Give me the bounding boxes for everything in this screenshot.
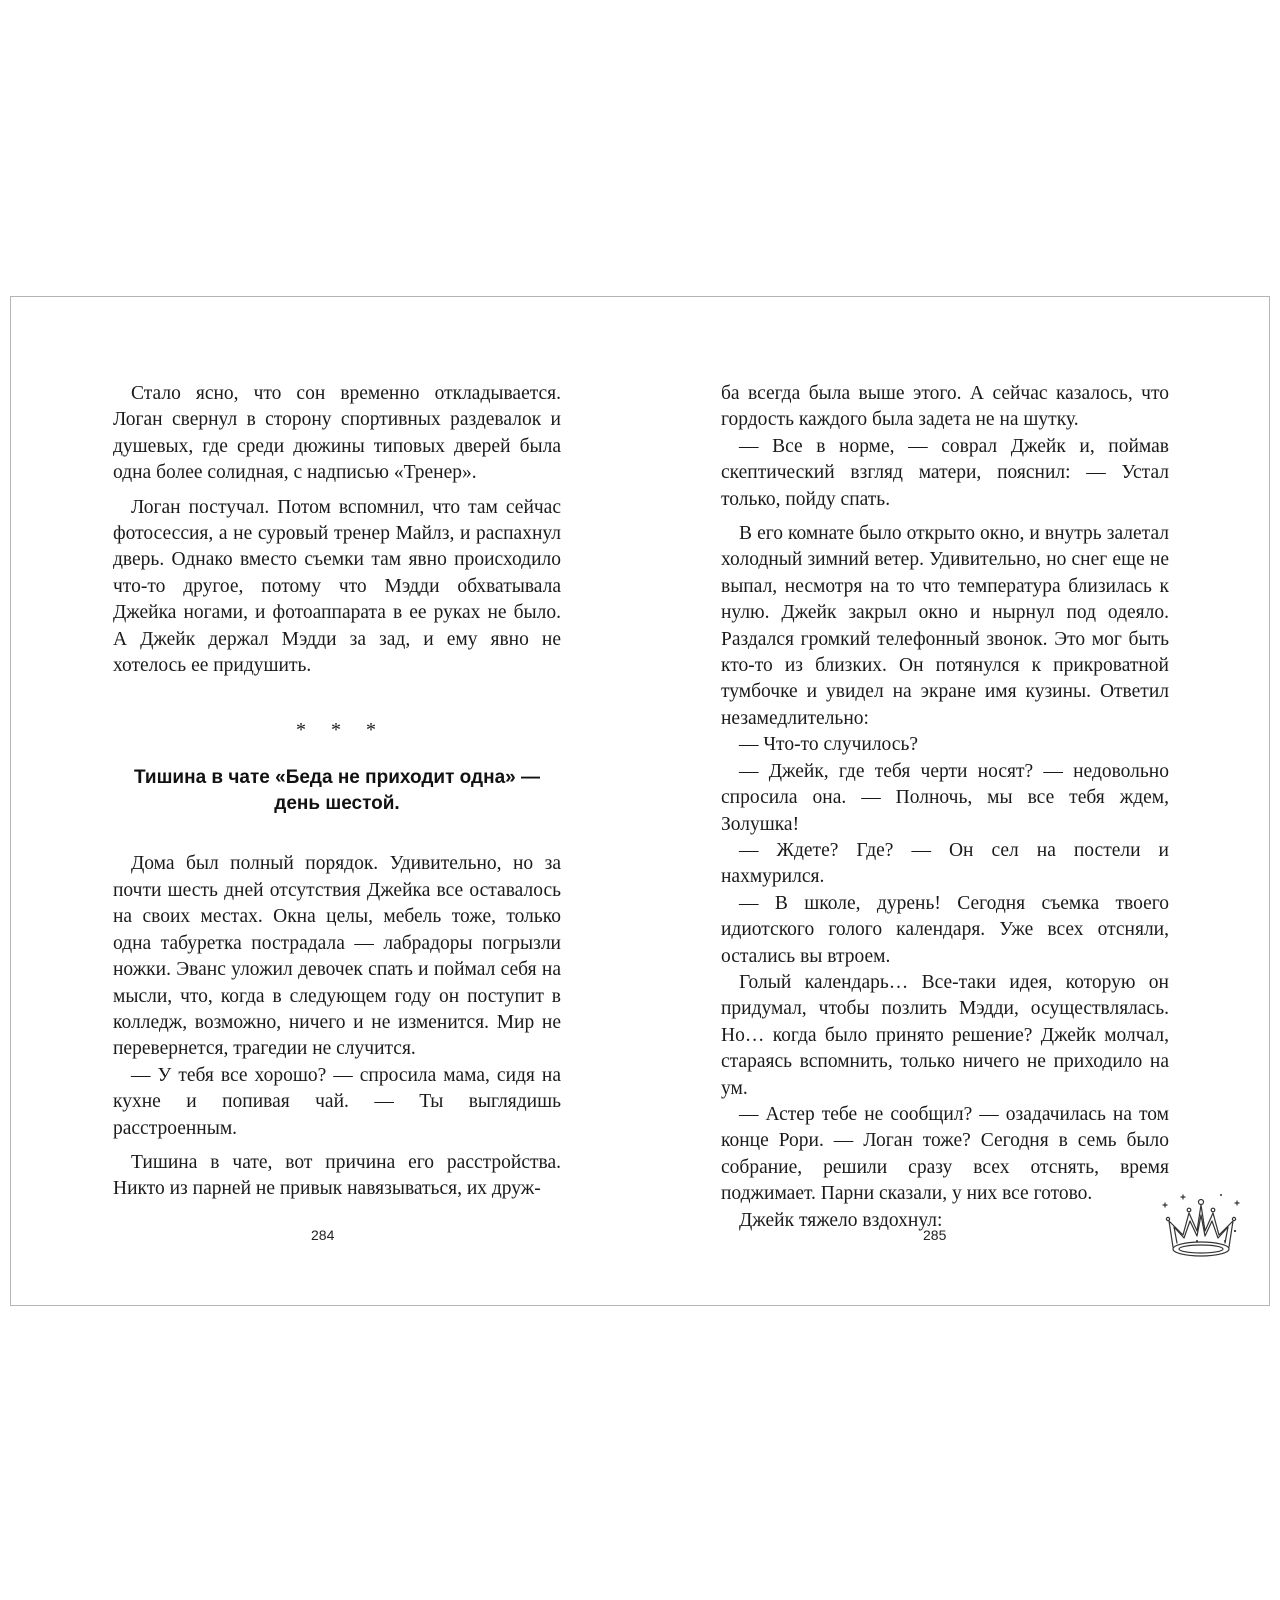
paragraph: — В школе, дурень! Сегодня съемка твоего идиотского голого календаря. Уже всех отсняли, остались вы втроем. xyxy=(721,892,1169,967)
crown-icon xyxy=(1161,1191,1241,1263)
paragraph: — Что-то случилось? xyxy=(739,734,918,756)
page-number-right: 285 xyxy=(923,1227,947,1243)
paragraph: — Ждете? Где? — Он сел на постели и нахмурился. xyxy=(721,839,1169,888)
paragraph: — У тебя все хорошо? — спросила мама, сидя на кухне и попивая чай. — Ты выглядишь расстроенным. xyxy=(113,1064,561,1139)
paragraph: Логан постучал. Потом вспомнил, что там сейчас фотосессия, а не суровый тренер Майлз, и распахнул дверь. Однако вместо съемки там явно происходило что-то другое, потому что Мэдди обхватывала Джейка ногами, и фотоаппарата в ее руках не было. А Джейк держал Мэдди за зад, и ему явно не хотелось ее придушить. xyxy=(113,496,561,677)
paragraph: Джейк тяжело вздохнул: xyxy=(739,1209,943,1231)
paragraph: — Джейк, где тебя черти носят? — недовольно спросила она. — Полночь, мы все тебя ждем, Золушка! xyxy=(721,760,1169,835)
paragraph: Стало ясно, что сон временно откладывается. Логан свернул в сторону спортивных раздевалок и душевых, где среди дюжины типовых дверей была одна более солидная, с надписью «Тренер». xyxy=(113,383,561,484)
paragraph: — Астер тебе не сообщил? — озадачилась на том конце Рори. — Логан тоже? Сегодня в семь было собрание, решили сразу всех отснять, время поджимает. Парни сказали, у них все готово. xyxy=(721,1103,1169,1205)
chapter-heading xyxy=(113,765,561,817)
paragraph: ба всегда была выше этого. А сейчас казалось, что гордость каждого была задета не на шутку. xyxy=(721,383,1169,431)
paragraph: — Все в норме, — соврал Джейк и, поймав скептический взгляд матери, пояснил: — Устал только, пойду спать. xyxy=(721,435,1169,510)
paragraph: Голый календарь… Все-таки идея, которую он придумал, чтобы позлить Мэдди, осуществлялась. Но… когда было принято решение? Джейк молчал, стараясь вспомнить, только ничего не приходило на ум. xyxy=(721,971,1169,1099)
paragraph: Дома был полный порядок. Удивительно, но за почти шесть дней отсутствия Джейка все оставалось на своих местах. Окна целы, мебель тоже, только одна табуретка пострадала — лабрадоры погрызли ножки. Эванс уложил девочек спать и поймал себя на мысли, что, когда в следующем году он поступит в колледж, возможно, ничего и не изменится. Мир не перевернется, трагедии не случится. xyxy=(113,853,561,1060)
scene-break: * * * xyxy=(296,719,386,742)
right-page xyxy=(721,381,1169,1234)
chapter-heading-line: Тишина в чате «Беда не приходит одна» — xyxy=(134,767,540,789)
paragraph: Тишина в чате, вот причина его расстройства. Никто из парней не привык навязываться, их друж- xyxy=(113,1151,561,1200)
page-number-left: 284 xyxy=(311,1227,335,1243)
paragraph: В его комнате было открыто окно, и внутрь залетал холодный зимний ветер. Удивительно, но снег еще не выпал, несмотря на то что температура близилась к нулю. Джейк закрыл окно и нырнул под одеяло. Раздался громкий телефонный звонок. Это мог быть кто-то из близких. Он потянулся к прикроватной тумбочке и увидел на экране имя кузины. Ответил незамедлительно: xyxy=(721,523,1169,729)
left-page xyxy=(113,381,561,1203)
book-spread xyxy=(10,296,1270,1306)
chapter-heading-line: день шестой. xyxy=(274,793,400,815)
